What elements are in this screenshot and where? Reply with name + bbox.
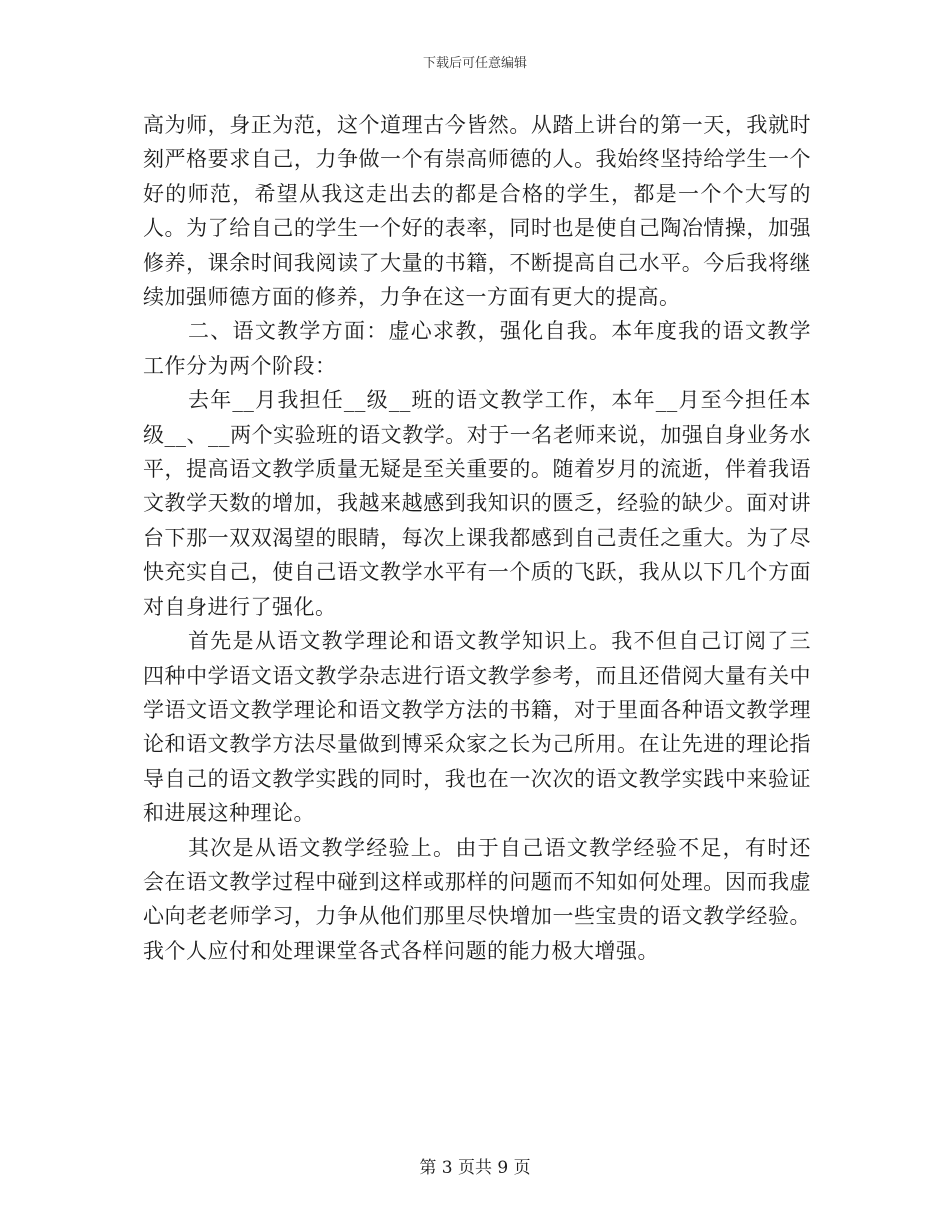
paragraph-section-heading: 二、语文教学方面：虚心求教，强化自我。本年度我的语文教学工作分为两个阶段： [143, 319, 811, 378]
page-header: 下载后可任意编辑 [422, 56, 527, 71]
page-footer: 第 3 页共 9 页 [419, 1158, 531, 1178]
paragraph-theory-knowledge: 首先是从语文教学理论和语文教学知识上。我不但自己订阅了三四种中学语文语文教学杂志进行语文教学参考，而且还借阅大量有关中学语文语文教学理论和语文教学方法的书籍，对于里面各种语文教学理论和语文教学方法尽量做到博采众家之长为己所用。在让先进的理论指导自己的语文教学实践的同时，我也在一次次的语文教学实践中来验证和进展这种理论。 [143, 629, 811, 826]
paragraph-teaching-duties: 去年__月我担任__级__班的语文教学工作，本年__月至今担任本级__、__两个实验班的语文教学。对于一名老师来说，加强自身业务水平，提高语文教学质量无疑是至关重要的。随着岁月的流逝，伴着我语文教学天数的增加，我越来越感到我知识的匮乏，经验的缺少。面对讲台下那一双双渴望的眼睛，每次上课我都感到自己责任之重大。为了尽快充实自己，使自己语文教学水平有一个质的飞跃，我从以下几个方面对自身进行了强化。 [143, 388, 811, 619]
paragraph-teacher-ethics: 高为师，身正为范，这个道理古今皆然。从踏上讲台的第一天，我就时刻严格要求自己，力争做一个有崇高师德的人。我始终坚持给学生一个好的师范，希望从我这走出去的都是合格的学生，都是一个个大写的人。为了给自己的学生一个好的表率，同时也是使自己陶冶情操，加强修养，课余时间我阅读了大量的书籍，不断提高自己水平。今后我将继续加强师德方面的修养，力争在这一方面有更大的提高。 [143, 113, 811, 310]
paragraph-teaching-experience: 其次是从语文教学经验上。由于自己语文教学经验不足，有时还会在语文教学过程中碰到这样或那样的问题而不知如何处理。因而我虚心向老老师学习，力争从他们那里尽快增加一些宝贵的语文教学经验。我个人应付和处理课堂各式各样问题的能力极大增强。 [143, 835, 811, 963]
document-body [143, 108, 811, 968]
